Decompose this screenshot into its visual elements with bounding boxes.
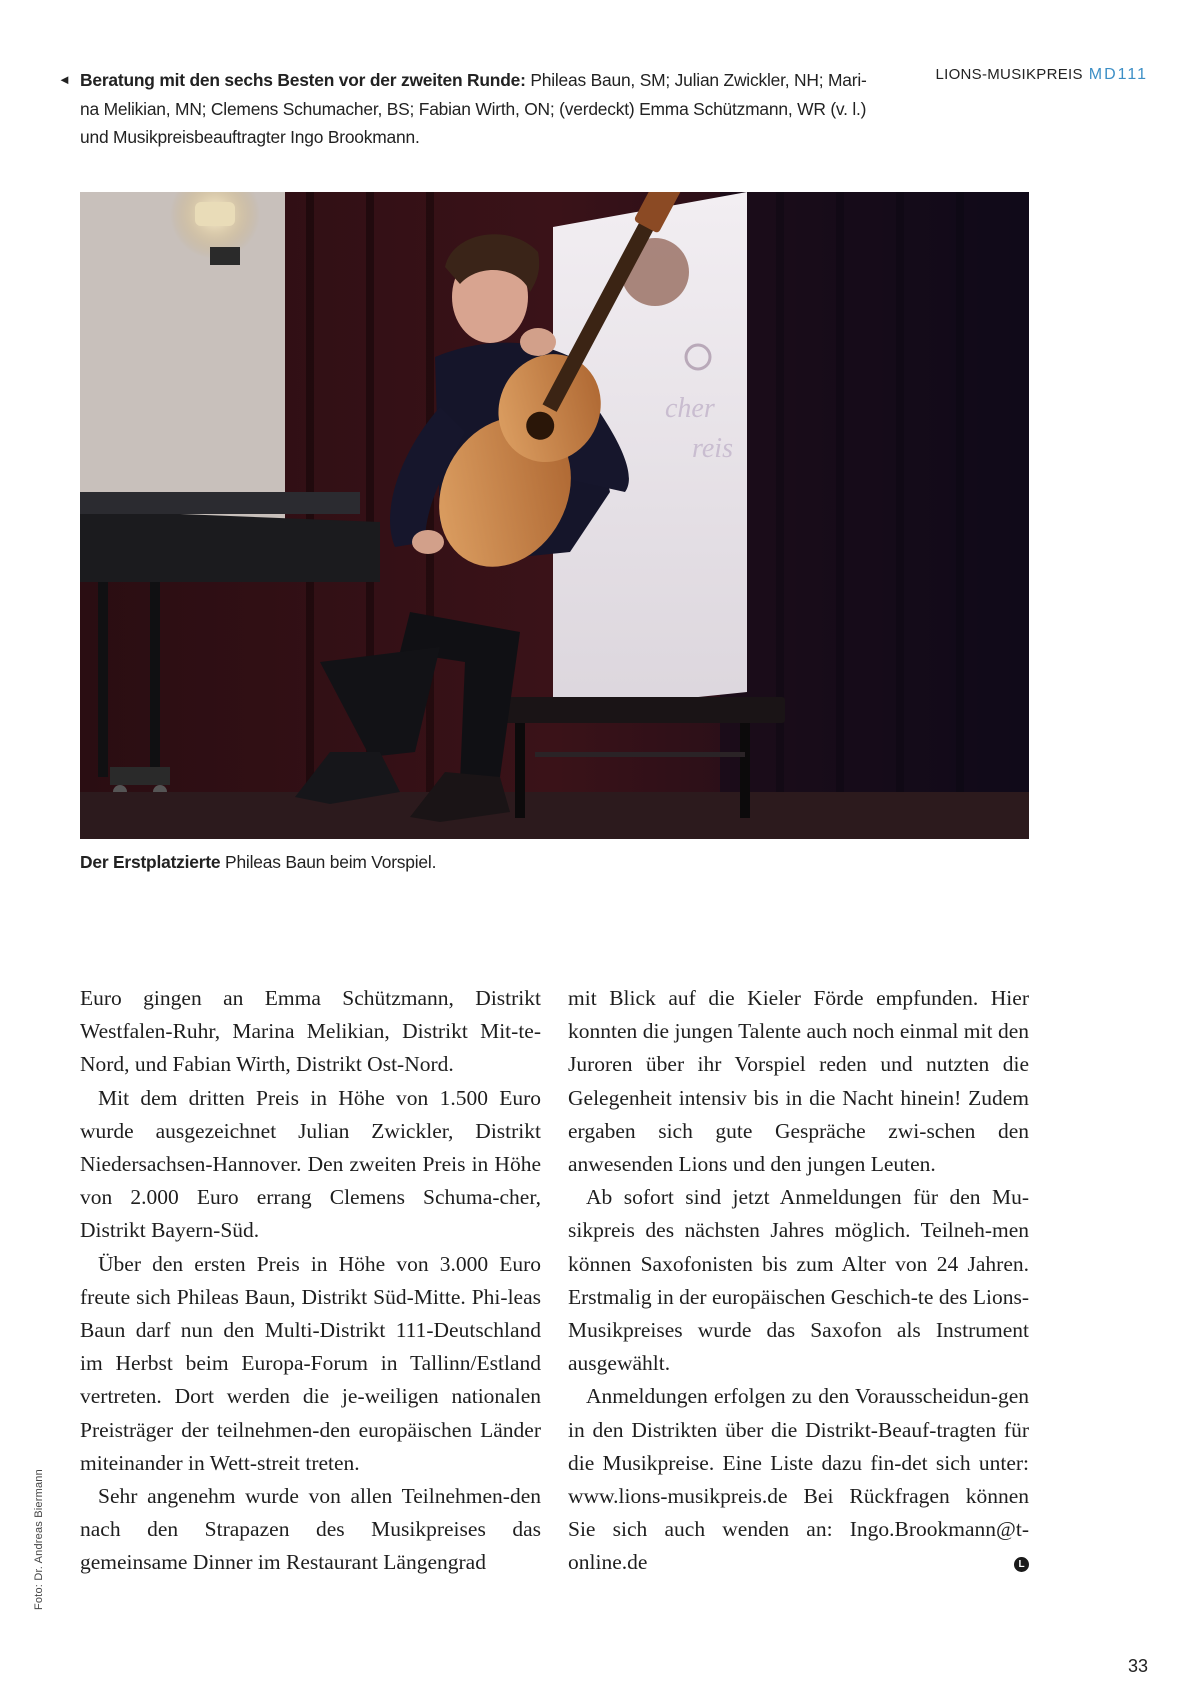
article-paragraph: mit Blick auf die Kieler Förde empfunden. Hier konnten die jungen Talente auch noch einmal mit den Juroren über ihr Vorspiel reden und nutzten die Gelegenheit intensiv bis in die Nacht hinein! Zudem ergaben sich gute Gespräche zwi-schen den anwesenden Lions und den jungen Leuten.	[568, 986, 1029, 1177]
article-paragraph: Mit dem dritten Preis in Höhe von 1.500 Euro wurde ausgezeichnet Julian Zwickler, Distrikt Niedersachsen-Hannover. Den zweiten Preis in Höhe von 2.000 Euro errang Clemens Schuma-cher, Distrikt Bayern-Süd.	[80, 1085, 541, 1243]
article-paragraph: Ab sofort sind jetzt Anmeldungen für den Mu-sikpreis des nächsten Jahres möglich. Teilneh-men können Saxofonisten bis zum Alter von 24 Jahren. Erstmalig in der europäischen Geschich-te des Lions-Musikpreises wurde das Saxofon als Instrument ausgewählt.	[568, 1185, 1029, 1376]
article-paragraph: Sehr angenehm wurde von allen Teilnehmen-den nach den Strapazen des Musikpreises das gemeinsame Dinner im Restaurant Längengrad	[80, 1484, 541, 1575]
article-paragraph: Über den ersten Preis in Höhe von 3.000 Euro freute sich Phileas Baun, Distrikt Süd-Mitte. Phi-leas Baun darf nun den Multi-Distrikt 111-Deutschland im Herbst beim Europa-Forum in Tallinn/Estland vertreten. Dort werden die je-weiligen nationalen Preisträger der teilnehmen-den europäischen Länder miteinander in Wett-streit treten.	[80, 1251, 541, 1475]
section-title: LIONS-MUSIKPREIS	[935, 66, 1083, 83]
article-column-left	[80, 982, 541, 1580]
article-paragraph: Anmeldungen erfolgen zu den Vorausscheidun-gen in den Distrikten über die Distrikt-Beauf-tragten für die Musikpreise. Eine Liste dazu fin-det sich unter: www.lions-musikpreis.de Bei Rückfragen können Sie sich auch wenden an: Ingo.Brookmann@t-online.de	[568, 1384, 1029, 1575]
article-column-right	[568, 982, 1029, 1580]
top-caption-text: Phileas Baun, SM; Julian Zwickler, NH; Mari-na Melikian, MN; Clemens Schumacher, BS; Fabian Wirth, ON; (verdeckt) Emma Schützmann, WR (v. l.) und Musikpreisbeauftragter Ingo Brookmann.	[80, 70, 867, 147]
lions-end-mark-icon: L	[1014, 1557, 1029, 1572]
svg-text:cher: cher	[665, 393, 715, 424]
guitarist-photo	[80, 192, 1029, 839]
running-header	[935, 66, 1148, 84]
photo-credit: Foto: Dr. Andreas Biermann	[33, 1469, 45, 1610]
photo-caption-lead: Der Erstplatzierte	[80, 852, 221, 872]
top-caption-lead: Beratung mit den sechs Besten vor der zweiten Runde:	[80, 70, 526, 90]
photo-caption-text: Phileas Baun beim Vorspiel.	[220, 852, 437, 872]
photo-caption	[80, 848, 780, 876]
svg-text:reis: reis	[692, 433, 733, 464]
page-number: 33	[1127, 1656, 1148, 1676]
top-caption	[58, 66, 880, 152]
article-paragraph: Euro gingen an Emma Schützmann, Distrikt Westfalen-Ruhr, Marina Melikian, Distrikt Mit-te-Nord, und Fabian Wirth, Distrikt Ost-Nord.	[80, 986, 541, 1077]
caption-arrow-icon: ◄	[58, 72, 71, 87]
section-code: MD111	[1088, 66, 1148, 83]
